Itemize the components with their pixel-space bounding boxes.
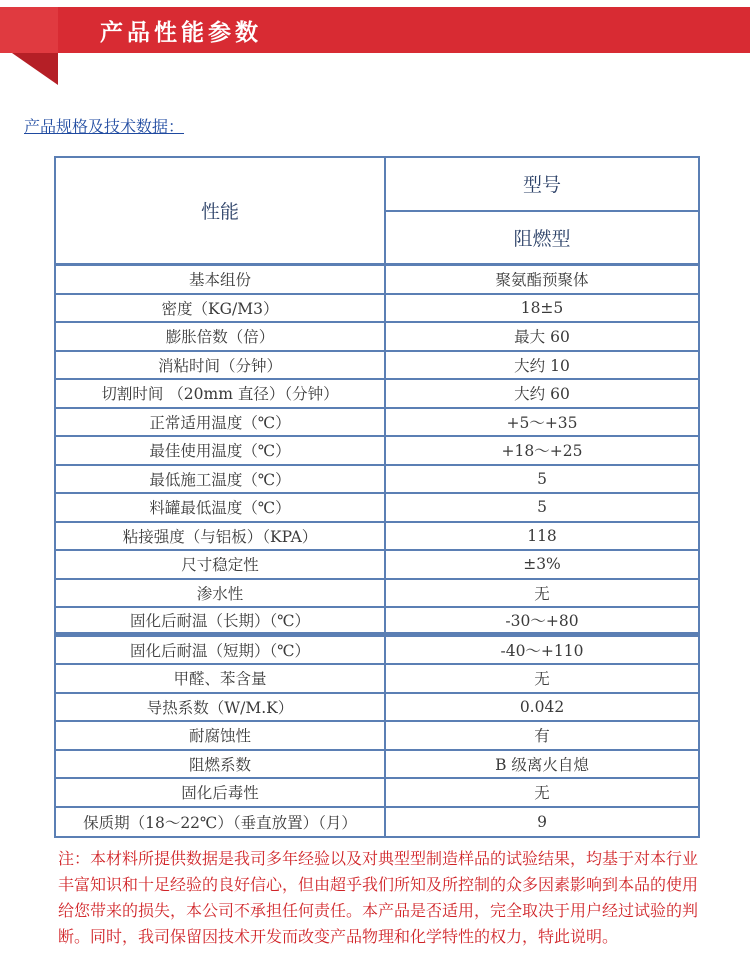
table-row [56, 352, 698, 381]
table-row [56, 295, 698, 324]
value-cell: 18±5 [520, 298, 564, 317]
property-cell: 消粘时间（分钟） [56, 352, 386, 379]
value-cell: 9 [537, 812, 547, 831]
value-cell: 聚氨酯预聚体 [495, 271, 589, 290]
header-banner [0, 0, 750, 90]
header-fire-retardant: 阻燃型 [513, 227, 571, 250]
property-cell: 固化后耐温（长期）（℃） [56, 608, 386, 632]
property-cell: 耐腐蚀性 [56, 722, 386, 749]
value-cell: +5～+35 [506, 413, 578, 432]
table-row [56, 551, 698, 580]
table-row [56, 694, 698, 723]
value-cell: -40～+110 [500, 641, 584, 660]
table-row [56, 409, 698, 438]
value-cell: 大约 60 [514, 385, 570, 404]
value-cell: 大约 10 [514, 356, 570, 375]
value-cell: 5 [537, 469, 547, 488]
spec-table [54, 156, 700, 838]
value-cell: 118 [527, 526, 557, 545]
value-cell: 5 [537, 498, 547, 517]
table-row [56, 494, 698, 523]
section-subtitle: 产品规格及技术数据： [24, 117, 185, 136]
table-row [56, 779, 698, 808]
header-performance: 性能 [56, 158, 386, 263]
property-cell: 阻燃系数 [56, 751, 386, 778]
property-cell: 料罐最低温度（℃） [56, 494, 386, 521]
table-row [56, 608, 698, 637]
property-cell: 切割时间 （20mm 直径）（分钟） [56, 380, 386, 407]
table-row [56, 808, 698, 837]
table-row [56, 323, 698, 352]
table-body [56, 266, 698, 836]
table-row [56, 665, 698, 694]
table-row [56, 722, 698, 751]
property-cell: 甲醛、苯含量 [56, 665, 386, 692]
table-row [56, 523, 698, 552]
table-row [56, 266, 698, 295]
property-cell: 基本组份 [56, 266, 386, 293]
table-row [56, 751, 698, 780]
value-cell: 无 [534, 584, 550, 603]
value-cell: 无 [534, 784, 550, 803]
property-cell: 固化后毒性 [56, 779, 386, 806]
table-row [56, 580, 698, 609]
table-row [56, 380, 698, 409]
disclaimer-note: 注：本材料所提供数据是我司多年经验以及对典型型制造样品的试验结果，均基于对本行业丰富知识和十足经验的良好信心，但由超乎我们所知及所控制的众多因素影响到本品的使用给您带来的损失，本公司不承担任何责任。本产品是否适用，完全取决于用户经过试验的判断。同时，我司保留因技术开发而改变产品物理和化学特性的权力，特此说明。 [58, 849, 699, 946]
table-header [56, 158, 698, 266]
property-cell: 最佳使用温度（℃） [56, 437, 386, 464]
value-cell: 无 [534, 670, 550, 689]
table-row [56, 637, 698, 666]
table-row [56, 437, 698, 466]
value-cell: -30～+80 [505, 611, 579, 630]
property-cell: 正常适用温度（℃） [56, 409, 386, 436]
banner-fold [12, 53, 58, 85]
header-model: 型号 [386, 158, 698, 212]
value-cell: 0.042 [519, 697, 565, 716]
value-cell: ±3% [523, 555, 561, 574]
property-cell: 固化后耐温（短期）（℃） [56, 637, 386, 664]
value-cell: 有 [534, 727, 550, 746]
property-cell: 密度（KG/M3） [56, 295, 386, 322]
property-cell: 膨胀倍数（倍） [56, 323, 386, 350]
table-row [56, 466, 698, 495]
header-model-group [386, 158, 698, 263]
property-cell: 渗水性 [56, 580, 386, 607]
value-cell: B 级离火自熄 [495, 755, 589, 774]
property-cell: 粘接强度（与铝板）（KPA） [56, 523, 386, 550]
property-cell: 最低施工温度（℃） [56, 466, 386, 493]
value-cell: 最大 60 [514, 328, 570, 347]
banner-title: 产品性能参数 [100, 20, 262, 46]
property-cell: 导热系数（W/M.K） [56, 694, 386, 721]
property-cell: 尺寸稳定性 [56, 551, 386, 578]
value-cell: +18～+25 [501, 442, 583, 461]
property-cell: 保质期（18～22℃）（垂直放置）（月） [56, 808, 386, 837]
